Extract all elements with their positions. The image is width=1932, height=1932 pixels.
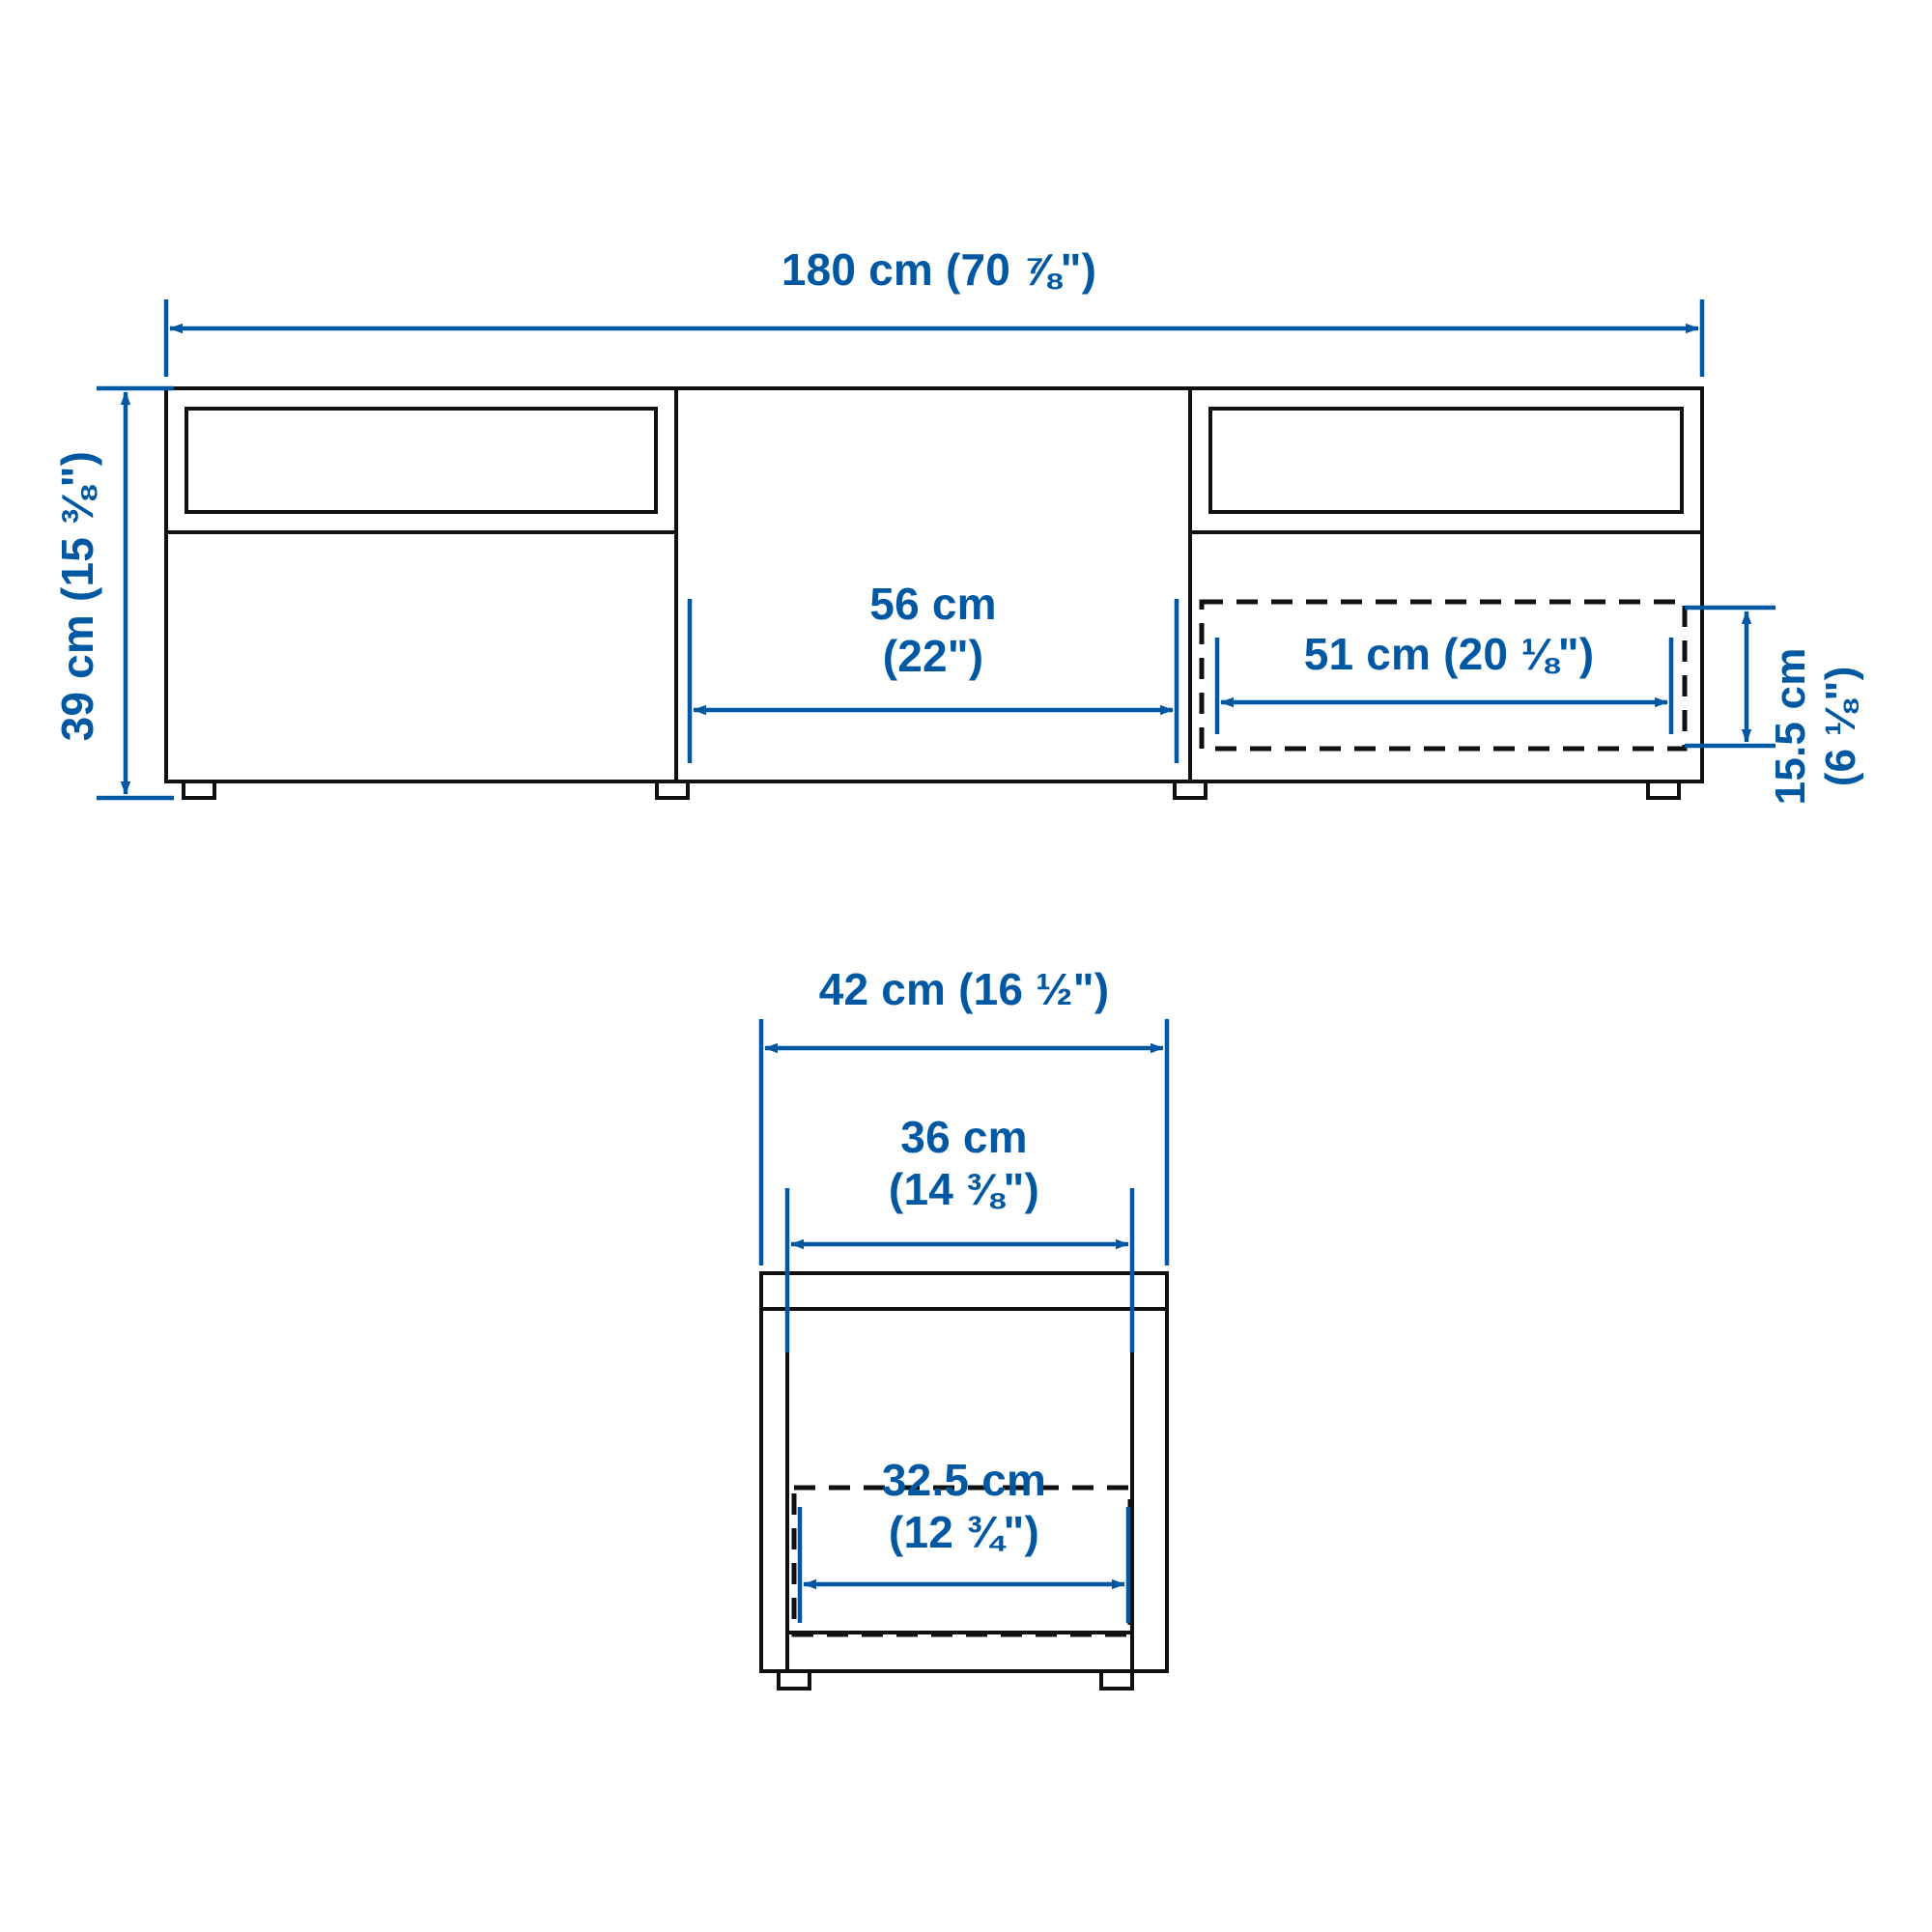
label-overall-height: 39 cm (15 ⅜") <box>51 450 102 742</box>
label-top-depth-imperial: (14 ⅜") <box>888 1164 1040 1215</box>
label-drawer-inner-depth <box>723 1454 1206 1559</box>
label-drawer-inner-depth-imperial: (12 ¾") <box>888 1507 1040 1558</box>
label-overall-depth: 42 cm (16 ½") <box>818 964 1110 1014</box>
label-middle-compartment-width <box>692 578 1175 683</box>
dim-drawer-inner-height <box>1685 608 1776 746</box>
label-top-depth <box>723 1111 1206 1216</box>
label-middle-compartment-width-imperial: (22") <box>882 631 984 682</box>
dim-overall-height <box>97 388 174 798</box>
label-overall-width: 180 cm (70 ⅞") <box>781 244 1097 295</box>
label-drawer-inner-height-metric: 15.5 cm <box>1767 647 1815 806</box>
label-drawer-inner-height-imperial: (6 ⅛") <box>1817 666 1864 787</box>
label-drawer-inner-height <box>1766 504 1866 949</box>
label-top-depth-metric: 36 cm <box>900 1112 1028 1162</box>
dim-overall-width <box>166 299 1702 377</box>
label-middle-compartment-width-metric: 56 cm <box>869 579 997 629</box>
label-drawer-inner-depth-metric: 32.5 cm <box>881 1455 1047 1505</box>
label-drawer-inner-width: 51 cm (20 ⅛") <box>1303 629 1595 679</box>
